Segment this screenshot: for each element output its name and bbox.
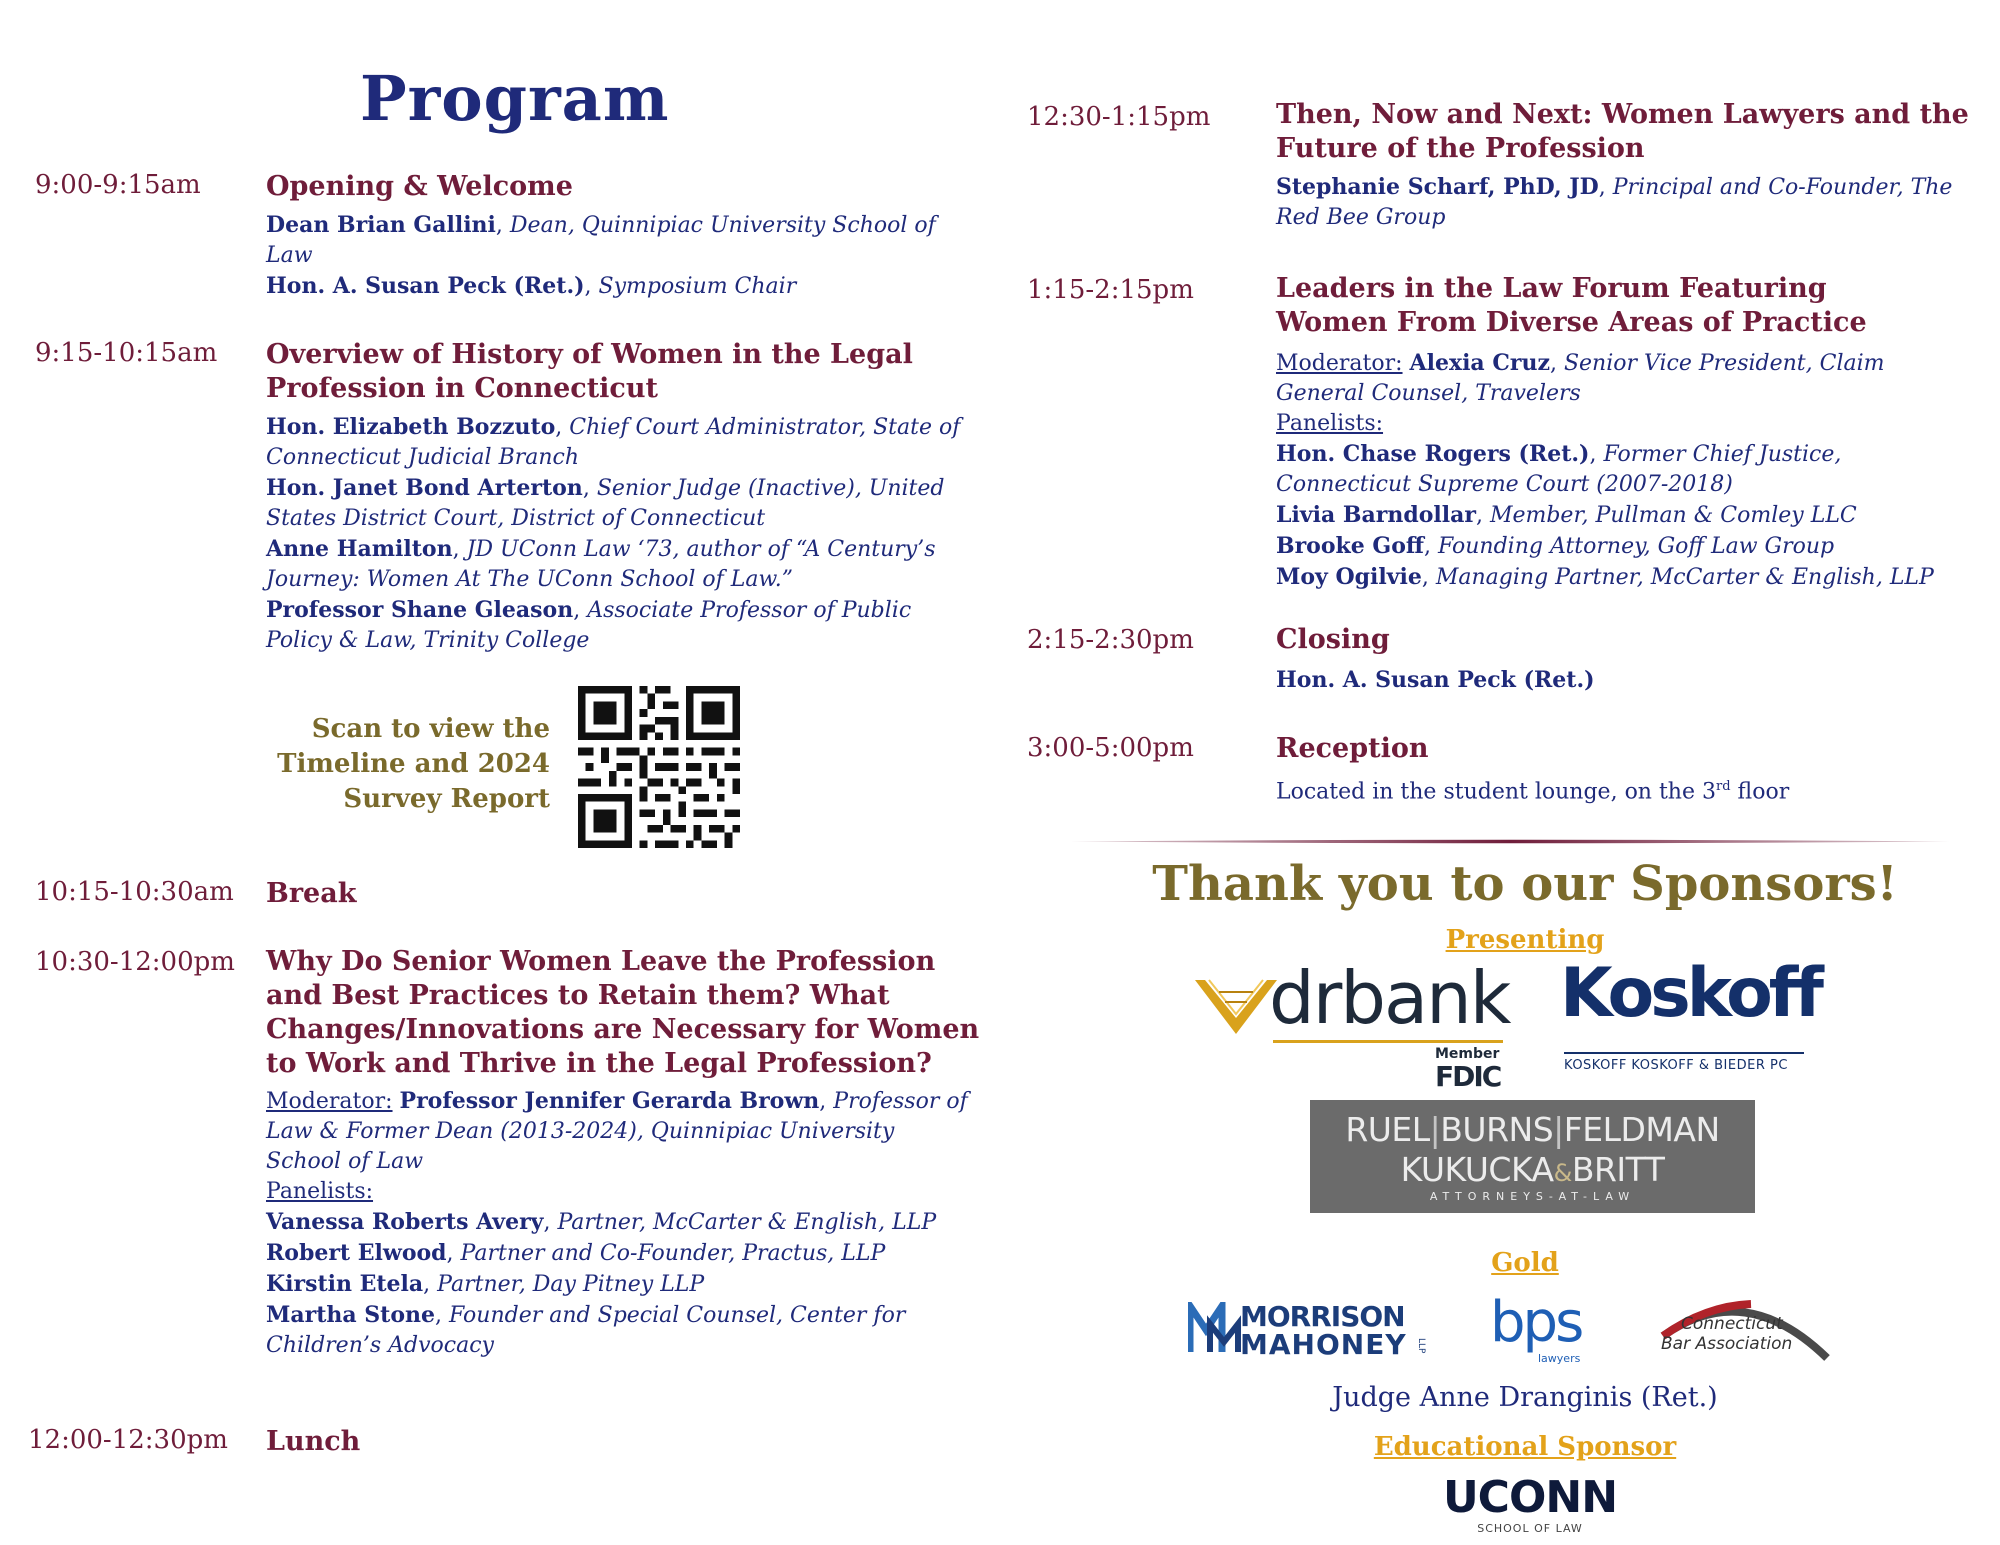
ruel-line1: RUEL|BURNS|FELDMAN — [1345, 1110, 1720, 1149]
session-time: 2:15-2:30pm — [1027, 625, 1194, 655]
morrison-mahoney-logo[interactable] — [1188, 1300, 1428, 1360]
session-title: Then, Now and Next: Women Lawyers and the Future of the Profession — [1276, 99, 1969, 164]
speaker-role: Partner, McCarter & English, LLP — [557, 1210, 937, 1235]
morrison-line2: MAHONEY — [1240, 1328, 1407, 1361]
uconn-sub: SCHOOL OF LAW — [1477, 1522, 1583, 1535]
session-title: Lunch — [266, 1426, 361, 1457]
speaker-name: Hon. A. Susan Peck (Ret.) — [1276, 667, 1595, 693]
session-time: 1:15-2:15pm — [1027, 275, 1194, 305]
drbank-member: Member — [1435, 1046, 1500, 1062]
cba-line2: Bar Association — [1661, 1334, 1793, 1354]
moderator-label: Moderator: — [1276, 351, 1403, 376]
speaker-list: Hon. Elizabeth Bozzuto, Chief Court Administrator, State of Connecticut Judicial Branch Hon. Janet Bond Arterton, Senior Judge (Inactive), United States District Court, District of Connecticut Anne Hamilton, JD UConn Law ‘73, author of “A Century’s Journey: Women At The UConn School of Law.” Professor Shane Gleason, Associate Professor of Public Policy & Law, Trinity College — [266, 414, 961, 653]
cba-line1: Connecticut — [1681, 1314, 1783, 1334]
sponsors-heading: Thank you to our Sponsors! — [1152, 856, 1898, 912]
koskoff-line — [1564, 1052, 1804, 1054]
speaker-name: Professor Shane Gleason — [266, 597, 574, 623]
session-title: Reception — [1276, 733, 1429, 764]
drbank-underline — [1273, 1040, 1503, 1043]
divider — [1070, 829, 1950, 834]
speaker-name: Hon. Chase Rogers (Ret.) — [1276, 441, 1590, 467]
speaker-name: Professor Jennifer Gerarda Brown — [399, 1088, 820, 1114]
koskoff-wordmark: Koskoff — [1560, 954, 1820, 1033]
session-title: Closing — [1276, 624, 1390, 655]
drbank-fdic: FDIC — [1435, 1060, 1501, 1093]
speaker-name: Alexia Cruz — [1409, 350, 1550, 376]
bps-wordmark: bps — [1490, 1290, 1582, 1355]
speaker-role: Member, Pullman & Comley LLC — [1489, 503, 1857, 528]
speaker-name: Kirstin Etela — [266, 1271, 424, 1297]
session-title: Break — [266, 878, 357, 909]
session-title: Leaders in the Law Forum Featuring Women From Diverse Areas of Practice — [1276, 273, 1867, 338]
speaker-name: Anne Hamilton — [266, 536, 453, 562]
panelists-label: Panelists: — [1276, 411, 1384, 436]
session-time: 9:00-9:15am — [35, 170, 201, 200]
uconn-wordmark: UCONN — [1442, 1472, 1618, 1523]
speaker-role: Senior Vice President, Claim General Counsel, Travelers — [1276, 351, 1885, 406]
speaker-role: Partner, Day Pitney LLP — [437, 1272, 705, 1297]
speaker-role: JD UConn Law ‘73, author of “A Century’s Journey: Women At The UConn School of Law.” — [266, 537, 936, 592]
session-time: 3:00-5:00pm — [1027, 733, 1194, 763]
session-time: 12:00-12:30pm — [28, 1425, 228, 1455]
drbank-chevron-icon — [1195, 974, 1277, 1038]
session-time: 9:15-10:15am — [35, 338, 218, 368]
speaker-list: Stephanie Scharf, PhD, JD, Principal and Co-Founder, The Red Bee Group — [1276, 174, 1953, 230]
program-title: Program — [360, 62, 670, 135]
speaker-name: Vanessa Roberts Avery — [266, 1209, 544, 1235]
speaker-name: Hon. Janet Bond Arterton — [266, 475, 583, 501]
qr-code[interactable] — [578, 686, 740, 848]
cba-logo[interactable] — [1655, 1292, 1835, 1362]
ruel-line2: KUKUCKA&BRITT — [1400, 1150, 1665, 1189]
session-title: Why Do Senior Women Leave the Profession and Best Practices to Retain them? What Changes/Innovations are Necessary for Women to Work and Thrive in the Legal Profession? — [266, 946, 980, 1079]
speaker-role: Professor of Law & Former Dean (2013-2024), Quinnipiac University School of Law — [266, 1089, 968, 1174]
speaker-name: Martha Stone — [266, 1302, 435, 1328]
speaker-name: Stephanie Scharf, PhD, JD — [1276, 174, 1599, 200]
ruel-line3: ATTORNEYS-AT-LAW — [1429, 1190, 1636, 1203]
speaker-name: Robert Elwood — [266, 1240, 447, 1266]
speaker-name: Moy Ogilvie — [1276, 564, 1422, 590]
speaker-role: Dean, Quinnipiac University School of Law — [266, 213, 936, 268]
moderator-label: Moderator: — [266, 1089, 393, 1114]
speaker-role: Former Chief Justice, Connecticut Supreme Court (2007-2018) — [1276, 442, 1842, 497]
speaker-role: Managing Partner, McCarter & English, LLP — [1435, 565, 1934, 590]
speaker-role: Symposium Chair — [598, 274, 797, 299]
speaker-name: Livia Barndollar — [1276, 502, 1476, 528]
speaker-role: Associate Professor of Public Policy & Law, Trinity College — [266, 598, 912, 653]
bps-sub: lawyers — [1538, 1352, 1581, 1365]
session-title: Opening & Welcome — [266, 171, 573, 202]
drbank-wordmark: drbank — [1269, 956, 1510, 1040]
speaker-role: Founder and Special Counsel, Center for Children’s Advocacy — [266, 1303, 906, 1358]
morrison-llp: LLP — [1416, 1338, 1426, 1354]
speaker-list: Moderator: Alexia Cruz, Senior Vice President, Claim General Counsel, Travelers Panelists: Hon. Chase Rogers (Ret.), Former Chief Justice, Connecticut Supreme Court (2007-2018) Livia Barndollar, Member, Pullman & Comley LLC Brooke Goff, Founding Attorney, Goff Law Group Moy Ogilvie, Managing Partner, McCarter & English, LLP — [1276, 348, 1976, 593]
speaker-role: Partner and Co-Founder, Practus, LLP — [460, 1241, 886, 1266]
morrison-line1: MORRISON — [1240, 1300, 1405, 1333]
session-time: 10:15-10:30am — [35, 877, 234, 907]
koskoff-logo[interactable] — [1560, 954, 1820, 1080]
session-title: Overview of History of Women in the Legal Profession in Connecticut — [266, 339, 913, 404]
koskoff-sub: KOSKOFF KOSKOFF & BIEDER PC — [1564, 1058, 1788, 1073]
speaker-name: Hon. Elizabeth Bozzuto — [266, 414, 556, 440]
uconn-logo[interactable] — [1430, 1474, 1630, 1544]
speaker-name: Hon. A. Susan Peck (Ret.) — [266, 273, 585, 299]
speaker-role: Chief Court Administrator, State of Connecticut Judicial Branch — [266, 415, 961, 470]
speaker-role: Principal and Co-Founder, The Red Bee Group — [1276, 175, 1953, 230]
speaker-role: Senior Judge (Inactive), United States District Court, District of Connecticut — [266, 476, 945, 531]
educational-label: Educational Sponsor — [1373, 1432, 1677, 1462]
judge-sponsor: Judge Anne Dranginis (Ret.) — [1332, 1382, 1718, 1413]
speaker-name: Brooke Goff — [1276, 533, 1424, 559]
qr-caption: Scan to view the Timeline and 2024 Survey Report — [277, 714, 550, 814]
drbank-logo[interactable] — [1195, 956, 1515, 1093]
bps-logo[interactable] — [1490, 1290, 1590, 1370]
ruel-burns-logo[interactable] — [1310, 1100, 1755, 1213]
session-time: 10:30-12:00pm — [35, 947, 235, 977]
presenting-label: Presenting — [1445, 925, 1605, 955]
gold-label: Gold — [1491, 1248, 1559, 1278]
speaker-list: Dean Brian Gallini, Dean, Quinnipiac University School of Law Hon. A. Susan Peck (Ret.), Symposium Chair — [266, 212, 936, 299]
speaker-list — [1276, 665, 1595, 696]
morrison-m-icon — [1188, 1302, 1244, 1354]
speaker-list: Moderator: Professor Jennifer Gerarda Brown, Professor of Law & Former Dean (2013-2024), Quinnipiac University School of Law Panelists: Vanessa Roberts Avery, Partner, McCarter & English, LLP Robert Elwood, Partner and Co-Founder, Practus, LLP Kirstin Etela, Partner, Day Pitney LLP Martha Stone, Founder and Special Counsel, Center for Children’s Advocacy — [266, 1086, 976, 1361]
reception-note: Located in the student lounge, on the 3rd floor — [1276, 779, 1790, 805]
session-time: 12:30-1:15pm — [1027, 102, 1211, 132]
speaker-name: Dean Brian Gallini — [266, 212, 496, 238]
speaker-role: Founding Attorney, Goff Law Group — [1437, 534, 1835, 559]
panelists-label: Panelists: — [266, 1179, 374, 1204]
